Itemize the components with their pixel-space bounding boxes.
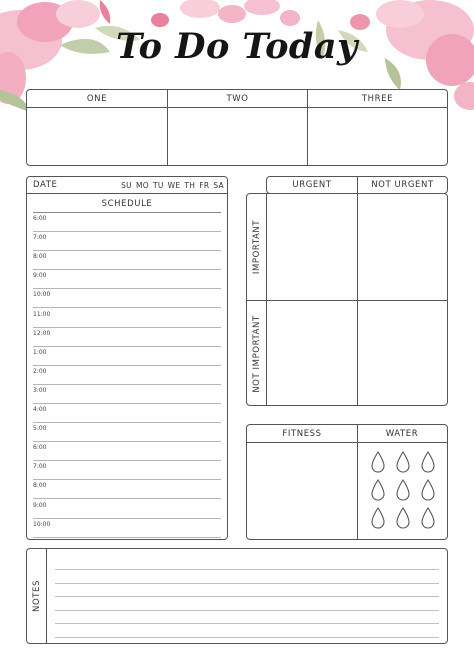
fitness-water-divider	[357, 425, 358, 539]
weekday-sa[interactable]: SA	[213, 180, 224, 190]
water-drop-icon[interactable]	[395, 507, 411, 531]
time-label: 10:00	[33, 291, 51, 299]
water-drop-icon[interactable]	[420, 479, 436, 503]
weekday-mo[interactable]: MO	[135, 180, 149, 190]
water-drop-icon[interactable]	[420, 451, 436, 475]
time-label: 4:00	[33, 406, 47, 413]
time-slot[interactable]	[33, 519, 221, 538]
notes-line	[55, 623, 439, 624]
time-label: 2:00	[33, 367, 47, 375]
weekday-tu[interactable]: TU	[152, 180, 164, 190]
time-label: 12:00	[33, 329, 51, 337]
time-slot[interactable]	[33, 309, 221, 328]
urgent-header: URGENT	[292, 180, 332, 190]
notes-line	[55, 637, 439, 638]
notes-line	[55, 583, 439, 584]
time-slot[interactable]	[33, 480, 221, 499]
water-header: WATER	[357, 425, 447, 443]
not-urgent-not-important-cell[interactable]	[358, 301, 447, 405]
time-slot[interactable]	[33, 385, 221, 404]
time-label: 11:00	[33, 310, 51, 318]
time-label: 3:00	[33, 386, 47, 394]
time-label: 6:00	[33, 215, 47, 222]
not-important-label-cell	[247, 301, 267, 407]
time-slot[interactable]	[33, 461, 221, 480]
time-slot[interactable]	[33, 366, 221, 385]
time-slot[interactable]	[33, 232, 221, 251]
time-label: 9:00	[33, 272, 47, 280]
time-label: 1:00	[33, 348, 47, 356]
water-drop-icon[interactable]	[370, 451, 386, 475]
not-urgent-important-cell[interactable]	[358, 194, 447, 300]
time-slot[interactable]	[33, 423, 221, 442]
notes-panel	[26, 548, 448, 644]
time-label: 8:00	[33, 253, 47, 261]
page-title: To Do Today	[116, 26, 358, 67]
time-label: 7:00	[33, 463, 47, 471]
time-slot[interactable]	[33, 500, 221, 519]
time-label: 7:00	[33, 234, 47, 242]
date-row	[27, 177, 227, 194]
water-drop-icon[interactable]	[370, 507, 386, 531]
time-slot[interactable]	[33, 328, 221, 347]
priority-three-header: THREE	[307, 90, 447, 108]
fitness-header: FITNESS	[247, 425, 357, 443]
notes-side	[27, 549, 47, 643]
schedule-panel	[26, 176, 228, 540]
matrix-header	[266, 176, 448, 194]
notes-label: NOTES	[31, 579, 42, 613]
priority-matrix	[246, 193, 448, 406]
important-label: IMPORTANT	[252, 219, 262, 275]
time-label: 10:00	[33, 520, 51, 528]
time-label: 5:00	[33, 425, 47, 433]
not-important-label: NOT IMPORTANT	[252, 315, 262, 393]
time-slot[interactable]	[33, 213, 221, 232]
notes-line	[55, 569, 439, 570]
important-label-cell	[247, 194, 267, 300]
time-slot[interactable]	[33, 404, 221, 423]
not-urgent-header: NOT URGENT	[357, 177, 447, 193]
weekday-selector	[121, 181, 224, 190]
time-slot[interactable]	[33, 347, 221, 366]
schedule-label: SCHEDULE	[101, 199, 153, 209]
date-label: DATE	[33, 180, 58, 190]
fitness-field[interactable]	[247, 444, 357, 539]
time-label: 8:00	[33, 482, 47, 490]
weekday-fr[interactable]: FR	[199, 180, 210, 190]
water-drop-icon[interactable]	[395, 451, 411, 475]
water-drop-icon[interactable]	[370, 479, 386, 503]
priority-two-field[interactable]	[167, 108, 307, 165]
priority-two-header: TWO	[167, 90, 307, 108]
notes-line	[55, 610, 439, 611]
time-label: 6:00	[33, 444, 47, 452]
water-drop-icon[interactable]	[395, 479, 411, 503]
weekday-su[interactable]: SU	[121, 180, 132, 190]
time-label: 9:00	[33, 501, 47, 509]
fitness-water-panel	[246, 424, 448, 540]
priority-three-field[interactable]	[307, 108, 447, 165]
priority-one-field[interactable]	[27, 108, 167, 165]
urgent-not-important-cell[interactable]	[268, 301, 357, 405]
time-slot[interactable]	[33, 270, 221, 289]
time-slot[interactable]	[33, 289, 221, 308]
priority-one-header: ONE	[27, 90, 167, 108]
weekday-we[interactable]: WE	[167, 180, 181, 190]
water-drop-icon[interactable]	[420, 507, 436, 531]
time-slot[interactable]	[33, 442, 221, 461]
time-slot[interactable]	[33, 251, 221, 270]
urgent-important-cell[interactable]	[268, 194, 357, 300]
water-tracker	[365, 451, 441, 531]
top-three-panel	[26, 89, 448, 166]
notes-line	[55, 596, 439, 597]
weekday-th[interactable]: TH	[184, 180, 196, 190]
